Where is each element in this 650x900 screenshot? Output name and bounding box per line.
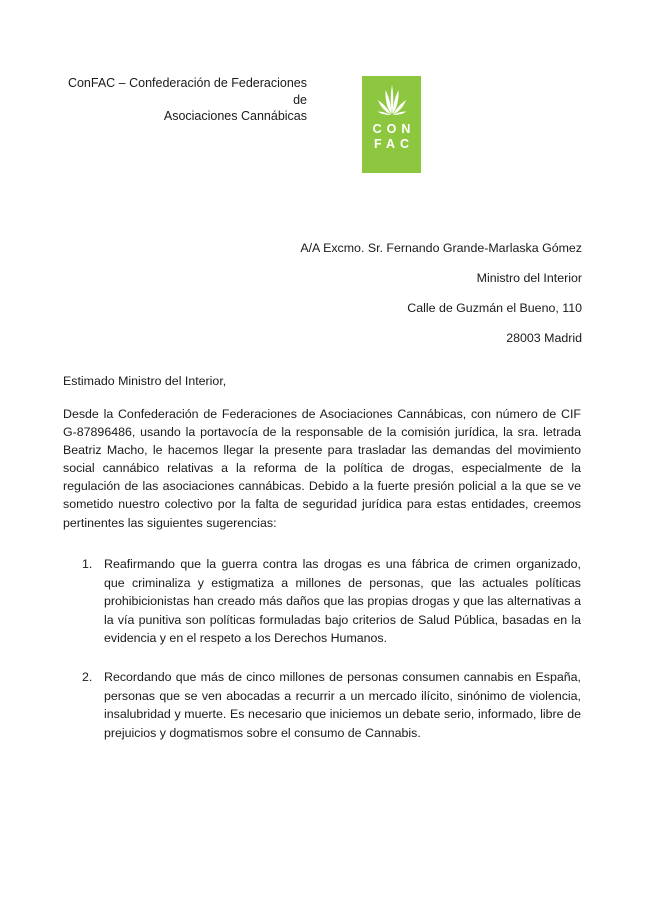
suggestions-list <box>63 555 581 742</box>
logo-text-con: CON <box>372 122 416 136</box>
list-item <box>63 555 581 648</box>
sender-line-2: Asociaciones Cannábicas <box>163 109 307 123</box>
intro-paragraph: Desde la Confederación de Federaciones de Asociaciones Cannábicas, con número de CIF G-87896486, usando la portavocía de la responsable de la comisión jurídica, la sra. letrada Beatriz Macho, le hacemos llegar la presente para trasladar las demandas del movimiento social cannábico relativas a la reforma de la política de drogas, especialmente de la regulación de las asociaciones cannábicas. Debido a la fuerte presión policial a la que se ve sometido nuestro colectivo por la falta de seguridad jurídica para estas entidades, creemos pertinentes las siguientes sugerencias: <box>63 407 581 530</box>
recipient-title: Ministro del Interior <box>476 271 582 285</box>
sender-header <box>60 75 307 125</box>
list-item-number: 1. <box>82 557 93 571</box>
list-item-number: 2. <box>82 669 93 684</box>
recipient-street: Calle de Guzmán el Bueno, 110 <box>407 301 582 315</box>
recipient-address <box>300 238 582 358</box>
logo-text-fac: FAC <box>374 137 414 151</box>
salutation: Estimado Ministro del Interior, <box>63 374 227 388</box>
list-item-text: Reafirmando que la guerra contra las drogas es una fábrica de crimen organizado, que criminaliza y estigmatiza a millones de personas, que las actuales políticas prohibicionistas han creado más daños que las propias drogas y que las alternativas a la vía punitiva son políticas formuladas bajo criterios de Salud Pública, basadas en la evidencia y en el respeto a los Derechos Humanos. <box>104 557 581 646</box>
recipient-city: 28003 Madrid <box>506 331 582 345</box>
list-item <box>63 668 581 742</box>
recipient-name: A/A Excmo. Sr. Fernando Grande-Marlaska Gómez <box>300 241 582 255</box>
list-item-text: Recordando que más de cinco millones de personas consumen cannabis en España, personas que se ven abocadas a recurrir a un mercado ilícito, sinónimo de violencia, insalubridad y muerte. Es necesario que iniciemos un debate serio, informado, libre de prejuicios y dogmatismos sobre el consumo de Cannabis. <box>104 669 581 740</box>
sender-line-1: ConFAC – Confederación de Federaciones de <box>67 76 307 107</box>
confac-logo <box>362 76 421 173</box>
cannabis-leaf-icon <box>375 84 409 116</box>
